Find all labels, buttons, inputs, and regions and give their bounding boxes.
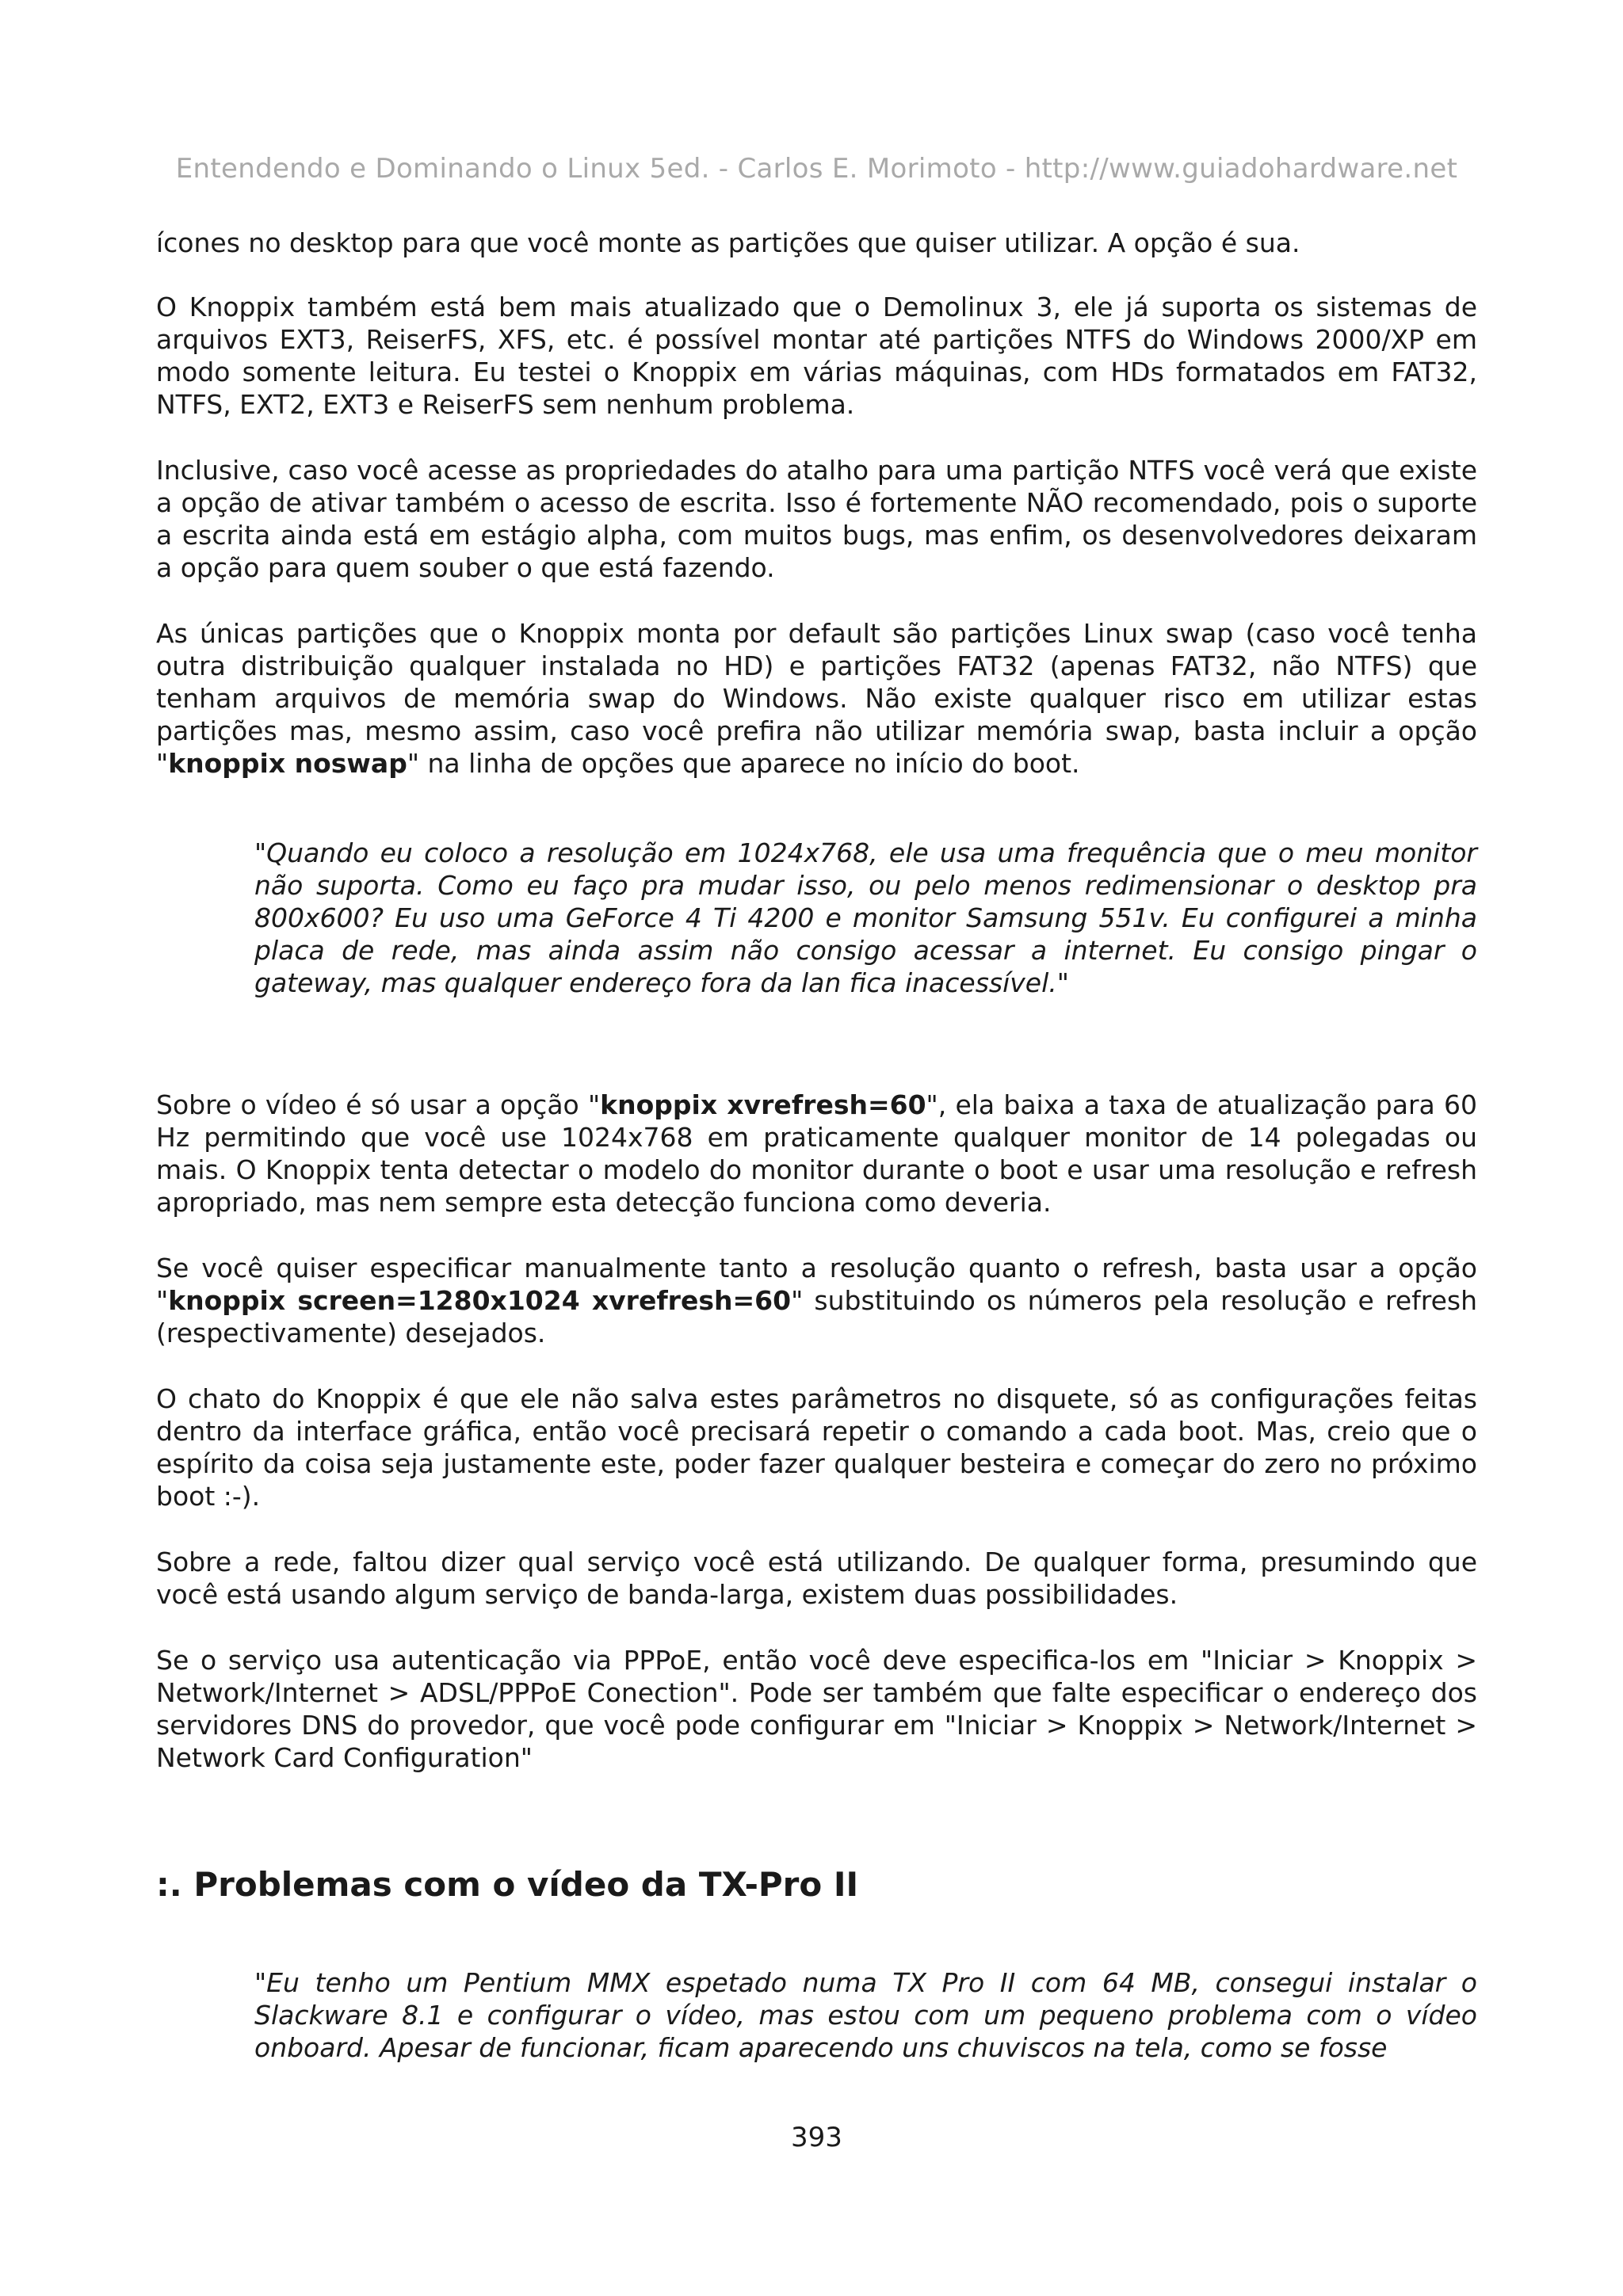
paragraph-4 <box>156 617 1477 780</box>
quote-2: "Eu tenho um Pentium MMX espetado numa TX Pro II com 64 MB, consegui instalar o Slackware 8.1 e configurar o vídeo, mas estou com um pequeno problema com o vídeo onboard. Apesar de funcionar, ficam aparecendo uns chuviscos na tela, como se fosse <box>254 1967 1477 2063</box>
paragraph-4-command: knoppix noswap <box>168 748 407 779</box>
paragraph-4-text-a: As únicas partições que o Knoppix monta por default são partições Linux swap (caso você tenha outra distribuição qualquer instalada no HD) e partições FAT32 (apenas FAT32, não NTFS) que tenham arquivos de memória swap do Windows. Não existe qualquer risco em utilizar estas partições mas, mesmo assim, caso você prefira não utilizar memória swap, basta incluir a opção " <box>156 618 1477 779</box>
quote-1: "Quando eu coloco a resolução em 1024x768, ele usa uma frequência que o meu monitor não suporta. Como eu faço pra mudar isso, ou pelo menos redimensionar o desktop pra 800x600? Eu uso uma GeForce 4 Ti 4200 e monitor Samsung 551v. Eu configurei a minha placa de rede, mas ainda assim não consigo acessar a internet. Eu consigo pingar o gateway, mas qualquer endereço fora da lan fica inacessível." <box>254 837 1477 998</box>
paragraph-2: O Knoppix também está bem mais atualizado que o Demolinux 3, ele já suporta os sistemas de arquivos EXT3, ReiserFS, XFS, etc. é possível montar até partições NTFS do Windows 2000/XP em modo somente leitura. Eu testei o Knoppix em várias máquinas, com HDs formatados em FAT32, NTFS, EXT2, EXT3 e ReiserFS sem nenhum problema. <box>156 292 1477 420</box>
paragraph-9: Se o serviço usa autenticação via PPPoE, então você deve especifica-los em "Iniciar > Knoppix > Network/Internet > ADSL/PPPoE Conection". Pode ser também que falte especificar o endereço dos servidores DNS do provedor, que você pode configurar em "Iniciar > Knoppix > Network/Internet > Network Card Configuration" <box>156 1645 1477 1773</box>
paragraph-6-command: knoppix screen=1280x1024 xvrefresh=60 <box>168 1285 792 1316</box>
paragraph-5 <box>156 1089 1477 1219</box>
paragraph-6-text-a: Se você quiser especificar manualmente tanto a resolução quanto o refresh, basta usar a opção " <box>156 1253 1477 1316</box>
page-number: 393 <box>791 2122 842 2153</box>
paragraph-6-text-c: " substituindo os números pela resolução e refresh (respectivamente) desejados. <box>156 1285 1477 1348</box>
paragraph-5-text-a: Sobre o vídeo é só usar a opção " <box>156 1089 601 1120</box>
paragraph-6 <box>156 1252 1477 1349</box>
paragraph-5-command: knoppix xvrefresh=60 <box>600 1089 926 1120</box>
running-header: Entendendo e Dominando o Linux 5ed. - Carlos E. Morimoto - http://www.guiadohardware.net <box>175 153 1458 185</box>
paragraph-3: Inclusive, caso você acesse as propriedades do atalho para uma partição NTFS você verá que existe a opção de ativar também o acesso de escrita. Isso é fortemente NÃO recomendado, pois o suporte a escrita ainda está em estágio alpha, com muitos bugs, mas enfim, os desenvolvedores deixaram a opção para quem souber o que está fazendo. <box>156 455 1477 583</box>
paragraph-5-text-c: ", ela baixa a taxa de atualização para 60 Hz permitindo que você use 1024x768 em praticamente qualquer monitor de 14 polegadas ou mais. O Knoppix tenta detectar o modelo do monitor durante o boot e usar uma resolução e refresh apropriado, mas nem sempre esta detecção funciona como deveria. <box>156 1089 1477 1218</box>
paragraph-8: Sobre a rede, faltou dizer qual serviço você está utilizando. De qualquer forma, presumindo que você está usando algum serviço de banda-larga, existem duas possibilidades. <box>156 1547 1477 1610</box>
paragraph-1: ícones no desktop para que você monte as partições que quiser utilizar. A opção é sua. <box>156 227 1300 258</box>
paragraph-7: O chato do Knoppix é que ele não salva estes parâmetros no disquete, só as configurações feitas dentro da interface gráfica, então você precisará repetir o comando a cada boot. Mas, creio que o espírito da coisa seja justamente este, poder fazer qualquer besteira e começar do zero no próximo boot :-). <box>156 1383 1477 1512</box>
body-text <box>156 227 1477 2097</box>
paragraph-4-text-c: " na linha de opções que aparece no início do boot. <box>407 748 1080 779</box>
section-heading: :. Problemas com o vídeo da TX-Pro II <box>156 1865 859 1904</box>
